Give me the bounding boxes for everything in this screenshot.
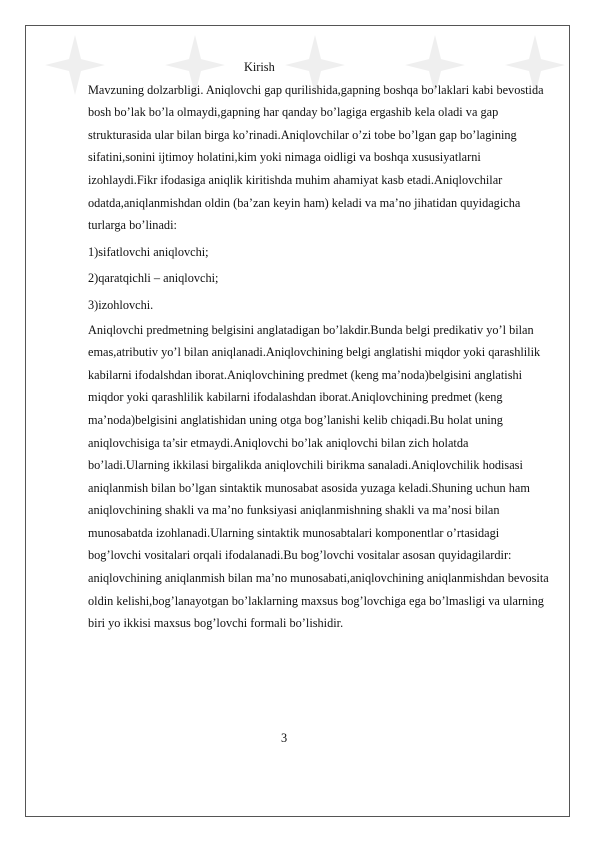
document-body: [88, 56, 550, 635]
intro-paragraph: Mavzuning dolzarbligi. Aniqlovchi gap qurilishida,gapning boshqa bo’laklari kabi bevostida bosh bo’lak bo’la olmaydi,gapning har qanday bo’lagiga ergashib kela oladi va gap strukturasida ular bilan birga ko’rinadi.Aniqlovchilar o’zi tobe bo’lgan gap bo’lagining sifatini,sonini ijtimoy holatini,kim yoki nimaga oidligi va boshqa xususiyatlarni izohlaydi.Fikr ifodasiga aniqlik kiritishda muhim ahamiyat kasb etadi.Aniqlovchilar odatda,aniqlanmishdan oldin (ba’zan keyin ham) keladi va ma’no jihatidan quyidagicha turlarga bo’linadi:: [88, 82, 544, 233]
closing-paragraph: Aniqlovchi predmetning belgisini anglatadigan bo’lakdir.Bunda belgi predikativ yo’l bilan emas,atributiv yo’l bilan aniqlanadi.Aniqlovchining belgi anglatishi miqdor yoki qarashlilik kabilarni ifodalshdan iborat.Aniqlovchining predmet (keng ma’noda)belgisini anglatishi miqdor yoki qarashlilik kabilarni ifodalashdan iborat.Aniqlovchining predmet (keng ma’noda)belgisini anglatishidan uning otga bog’lanishi kelib chiqadi.Bu holat uning aniqlovchisiga ta’sir etmaydi.Aniqlovchi bo’lak aniqlovchi bilan zich holatda bo’ladi.Ularning ikkilasi birgalikda aniqlovchili birikma sanaladi.Aniqlovchilik hodisasi aniqlanmish bilan bo’lgan sintaktik munosabat asosida yuzaga keladi.Shuning uchun ham aniqlovchining shakli va ma’no funksiyasi aniqlanmishning shakli va ma’nosi bilan munosabatda izohlanadi.Ularning sintaktik munosabtalari komponentlar o’rtasidagi bog’lovchi vositalari orqali ifodalanadi.Bu bog’lovchi vositalar asosan quyidagilardir: aniqlovchining aniqlanmish bilan ma’no munosabati,aniqlovchining aniqlanmishdan bevosita oldin kelishi,bog’lanayotgan bo’laklarning maxsus bog’lovchiga ega bo’lmasligi va ularning biri yo ikkisi maxsus bog’lovchi formali bo’lishidir.: [88, 322, 549, 631]
page-number: 3: [281, 731, 288, 745]
list-item: 2)qaratqichli – aniqlovchi;: [88, 271, 219, 286]
list-item: 1)sifatlovchi aniqlovchi;: [88, 244, 209, 259]
section-title: Kirish: [244, 60, 275, 74]
list-item: 3)izohlovchi.: [88, 297, 154, 312]
